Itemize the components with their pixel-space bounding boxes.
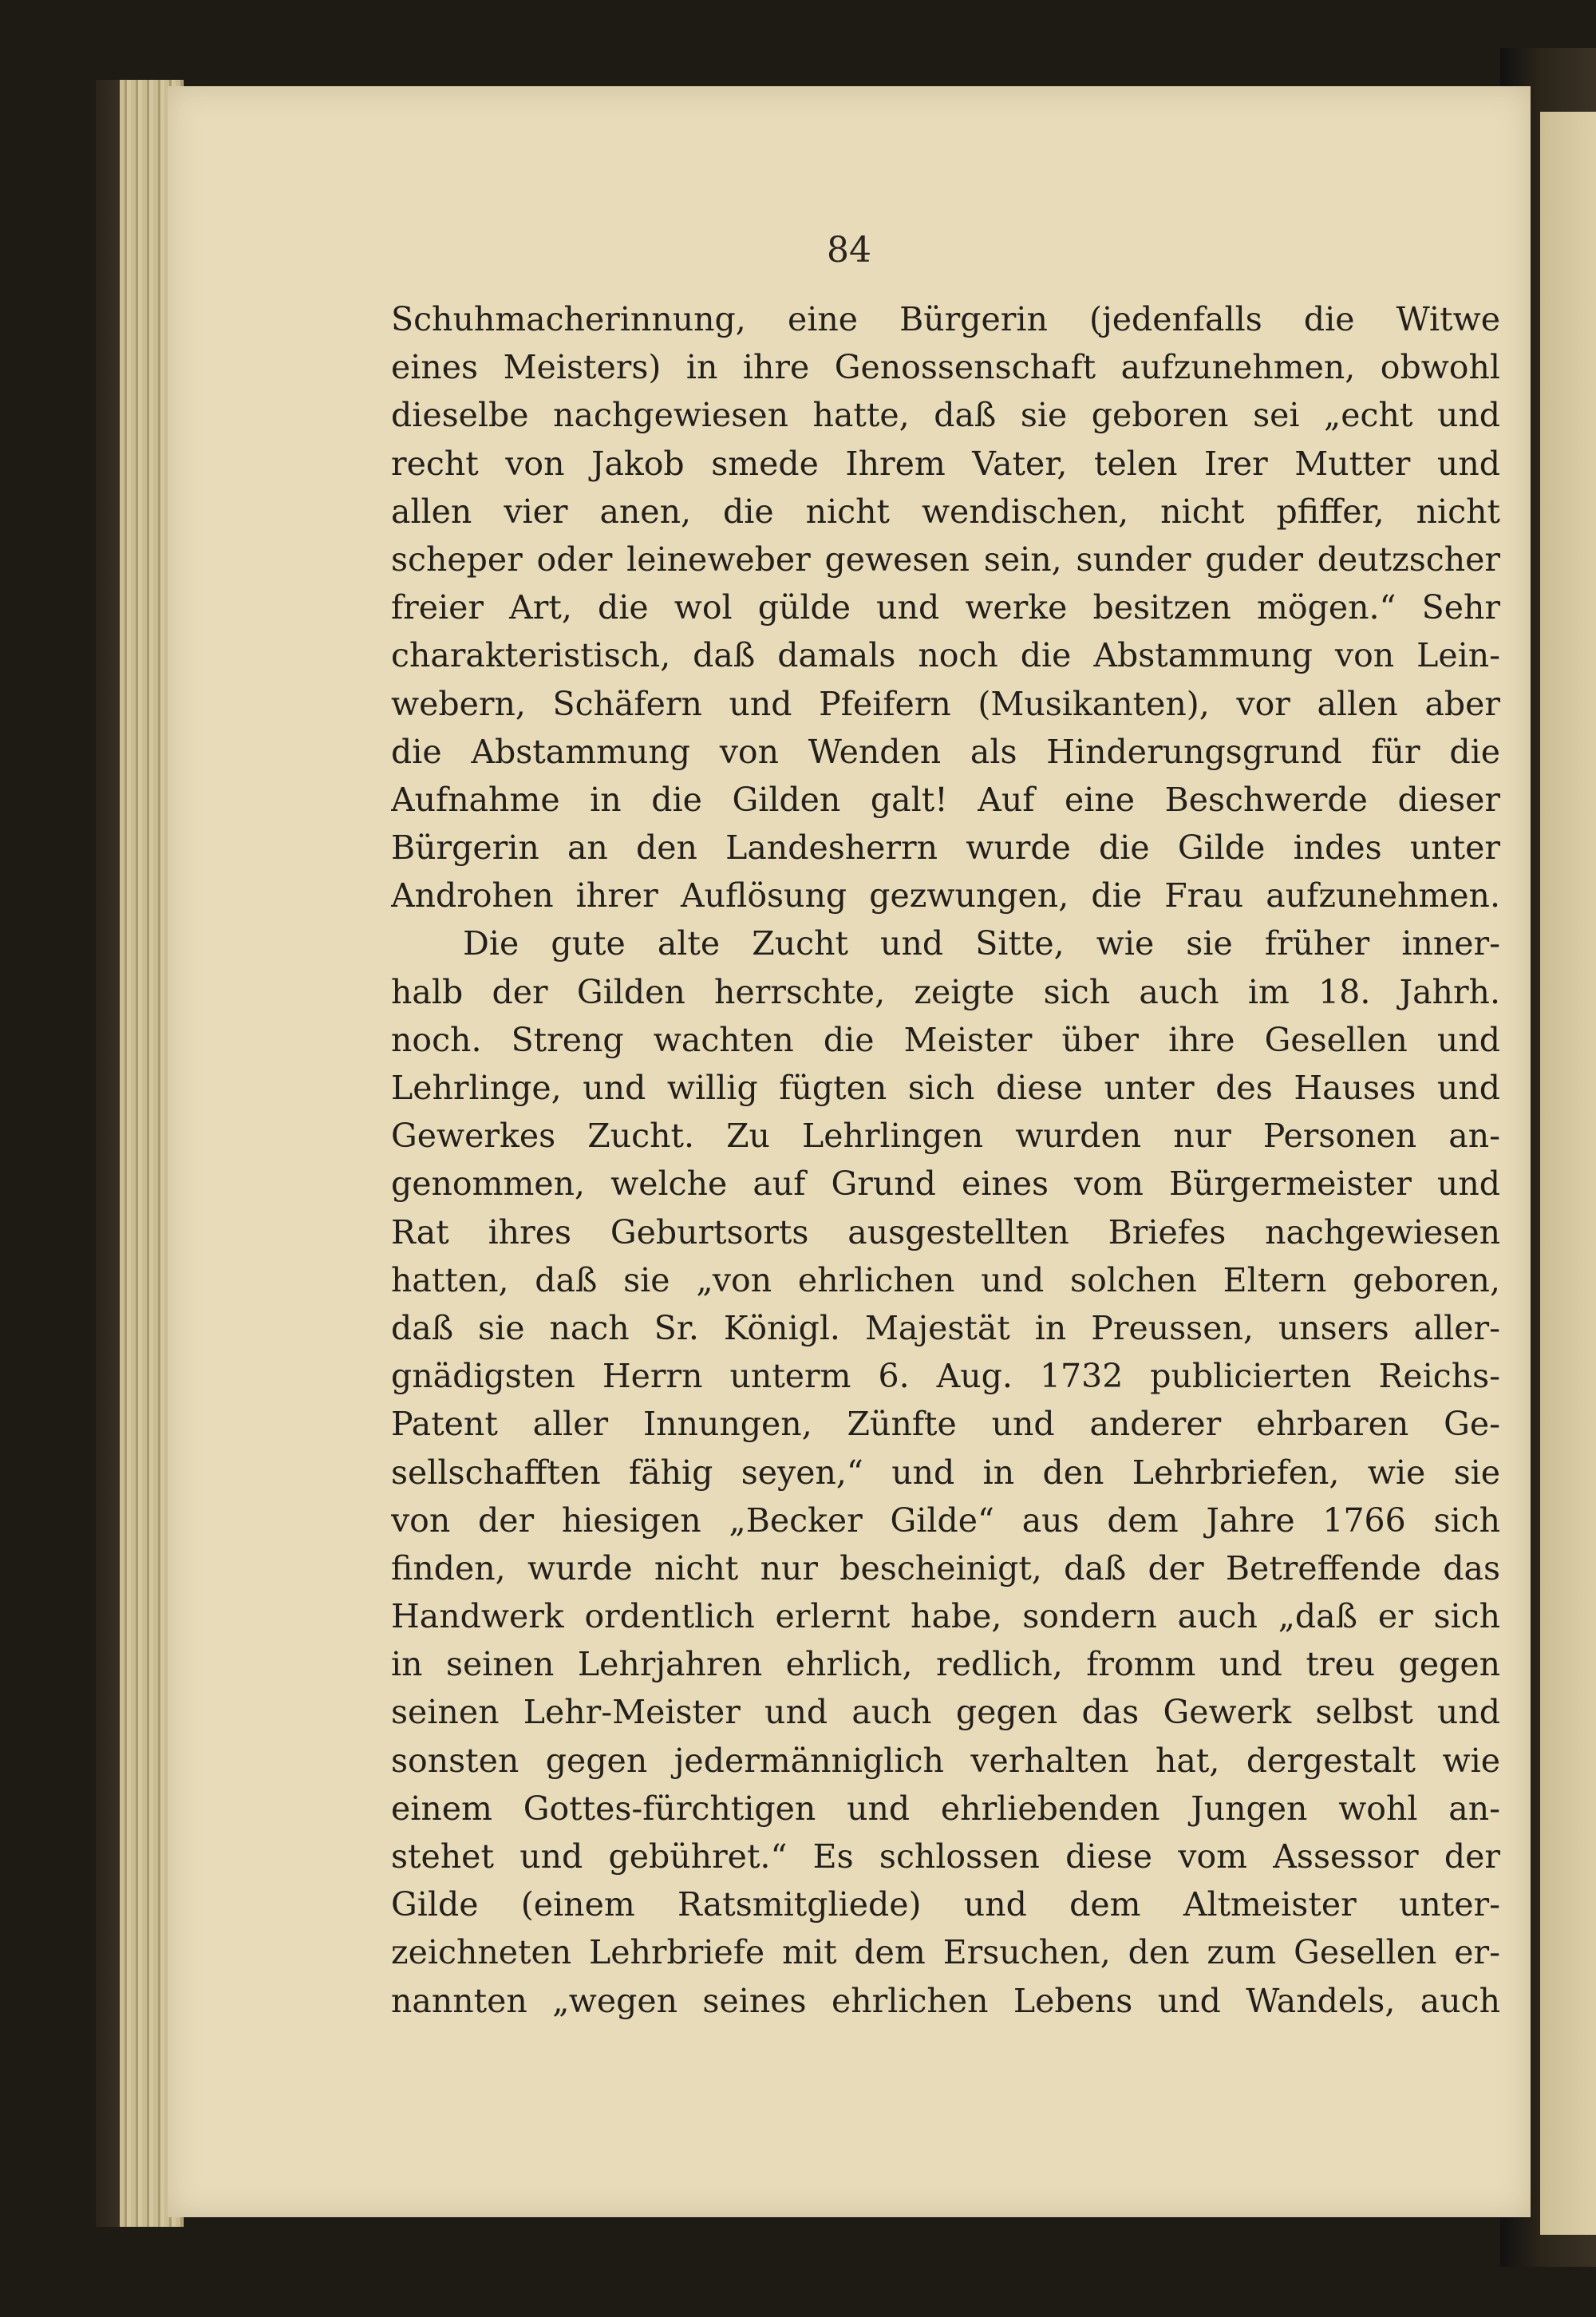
book-page <box>168 86 1531 2217</box>
text-line: einem Gottes-fürchtigen und ehrliebenden Jungen wohl an- <box>391 1789 1500 1828</box>
text-line: Androhen ihrer Auflösung gezwungen, die Frau aufzunehmen. <box>391 876 1500 915</box>
text-line: gnädigsten Herrn unterm 6. Aug. 1732 publicierten Reichs- <box>391 1357 1500 1396</box>
text-line: webern, Schäfern und Pfeifern (Musikanten), vor allen aber <box>391 684 1500 723</box>
text-line: Lehrlinge, und willig fügten sich diese unter des Hauses und <box>391 1069 1500 1107</box>
text-line: charakteristisch, daß damals noch die Abstammung von Lein- <box>391 636 1500 675</box>
text-line: Aufnahme in die Gilden galt! Auf eine Beschwerde dieser <box>391 780 1500 819</box>
text-line: zeichneten Lehrbriefe mit dem Ersuchen, den zum Gesellen er- <box>391 1933 1500 1972</box>
text-line: eines Meisters) in ihre Genossenschaft aufzunehmen, obwohl <box>391 348 1500 387</box>
text-line: Gilde (einem Ratsmitgliede) und dem Altmeister unter- <box>391 1885 1500 1924</box>
text-line: von der hiesigen „Becker Gilde“ aus dem Jahre 1766 sich <box>391 1501 1500 1540</box>
body-text <box>391 295 1500 2025</box>
text-line: Patent aller Innungen, Zünfte und anderer ehrbaren Ge- <box>391 1405 1500 1444</box>
text-line: dieselbe nachgewiesen hatte, daß sie geboren sei „echt und <box>391 396 1500 435</box>
text-line: allen vier anen, die nicht wendischen, nicht pfiffer, nicht <box>391 492 1500 531</box>
text-line: sonsten gegen jedermänniglich verhalten hat, dergestalt wie <box>391 1741 1500 1780</box>
text-line: noch. Streng wachten die Meister über ihre Gesellen und <box>391 1020 1500 1059</box>
text-line: finden, wurde nicht nur bescheinigt, daß der Betreffende das <box>391 1548 1500 1588</box>
text-line: in seinen Lehrjahren ehrlich, redlich, fromm und treu gegen <box>391 1645 1500 1684</box>
text-line: scheper oder leineweber gewesen sein, sunder guder deutzscher <box>391 540 1500 579</box>
text-line: Schuhmacherinnung, eine Bürgerin (jedenfalls die Witwe <box>391 300 1500 338</box>
text-line: sellschafften fähig seyen,“ und in den Lehrbriefen, wie sie <box>391 1453 1500 1492</box>
text-line: freier Art, die wol gülde und werke besitzen mögen.“ Sehr <box>391 588 1500 627</box>
text-line: Handwerk ordentlich erlernt habe, sondern auch „daß er sich <box>391 1597 1500 1636</box>
text-line: Rat ihres Geburtsorts ausgestellten Briefes nachgewiesen <box>391 1212 1500 1251</box>
text-line: Gewerkes Zucht. Zu Lehrlingen wurden nur Personen an- <box>391 1117 1500 1156</box>
page-number: 84 <box>827 230 871 271</box>
text-line: die Abstammung von Wenden als Hinderungsgrund für die <box>391 732 1500 771</box>
text-line: halb der Gilden herrschte, zeigte sich auch im 18. Jahrh. <box>391 972 1500 1011</box>
text-line: stehet und gebühret.“ Es schlossen diese vom Assessor der <box>391 1837 1500 1876</box>
text-line: hatten, daß sie „von ehrlichen und solchen Eltern geboren, <box>391 1260 1500 1299</box>
text-line: recht von Jakob smede Ihrem Vater, telen Irer Mutter und <box>391 444 1500 483</box>
text-line: Die gute alte Zucht und Sitte, wie sie früher inner- <box>463 924 1500 963</box>
text-line: Bürgerin an den Landesherrn wurde die Gilde indes unter <box>391 828 1500 868</box>
text-line: daß sie nach Sr. Königl. Majestät in Preussen, unsers aller- <box>391 1308 1500 1347</box>
text-line: nannten „wegen seines ehrlichen Lebens und Wandels, auch <box>391 1981 1500 2020</box>
text-line: genommen, welche auf Grund eines vom Bürgermeister und <box>391 1164 1500 1204</box>
facing-page-edge <box>1540 112 1596 2235</box>
text-line: seinen Lehr-Meister und auch gegen das Gewerk selbst und <box>391 1693 1500 1732</box>
